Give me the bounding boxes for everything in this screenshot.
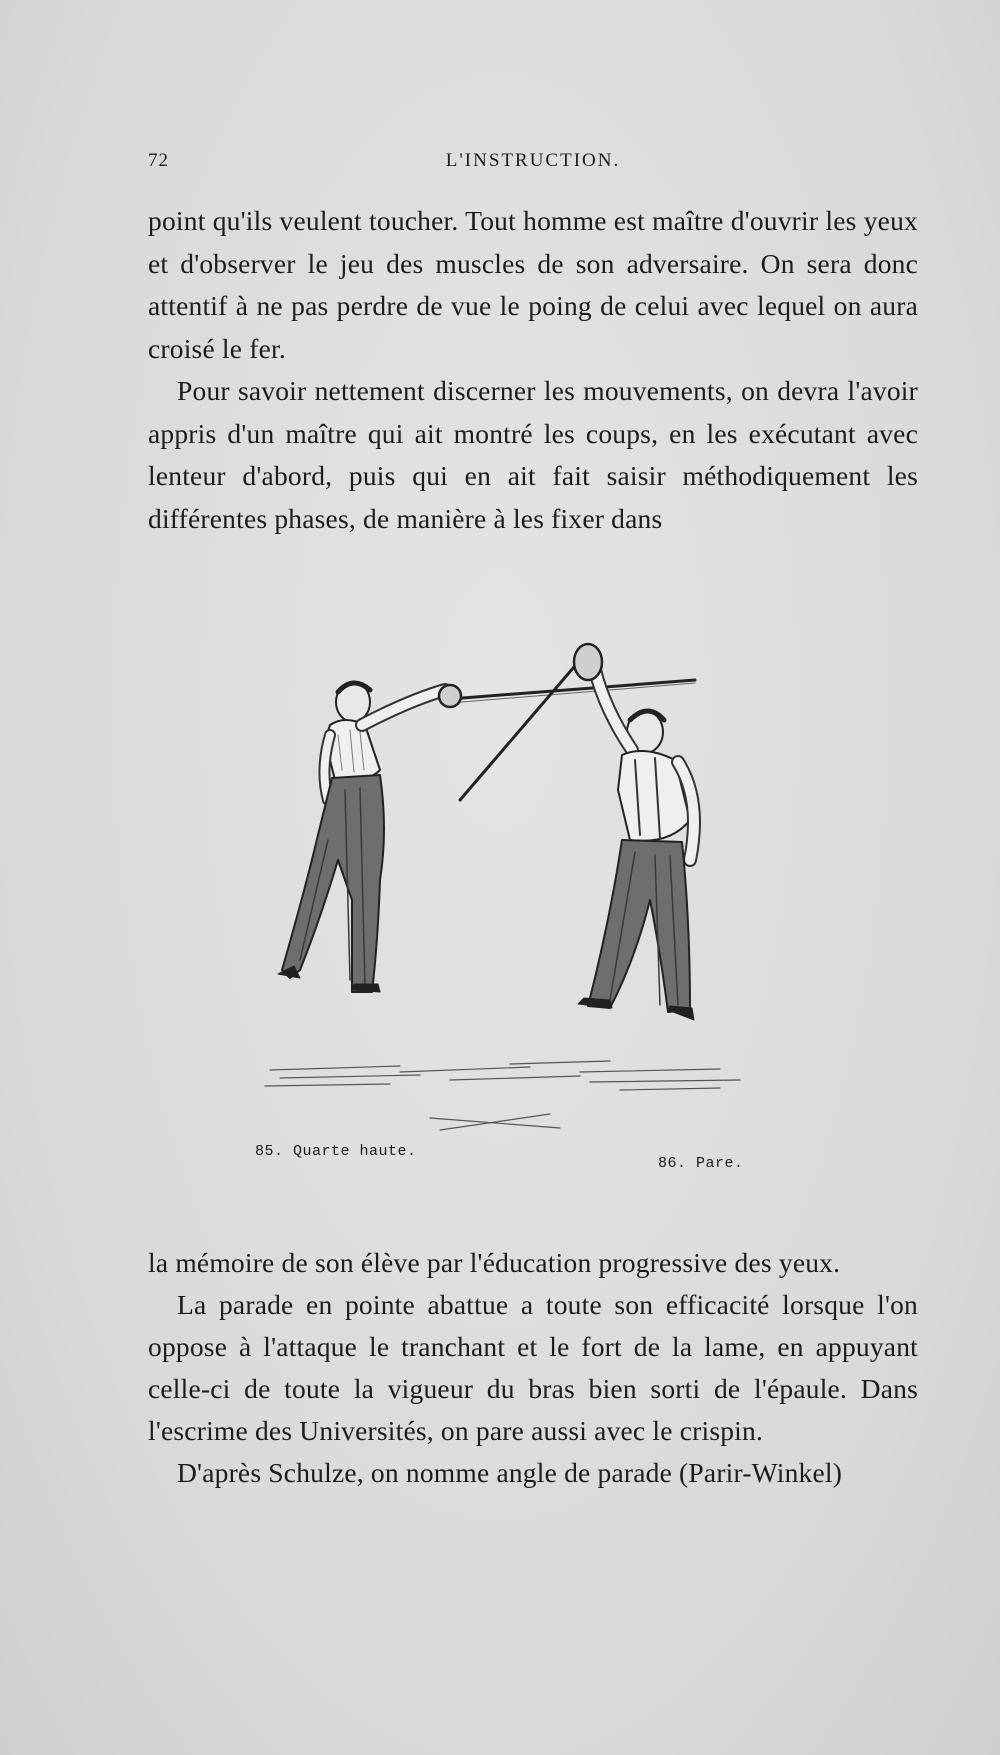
ground-shading	[265, 1061, 740, 1130]
running-title: L'INSTRUCTION.	[445, 150, 621, 171]
page-header	[148, 150, 918, 180]
text-block-bottom	[148, 1242, 918, 1494]
paragraph: Pour savoir nettement discerner les mouvements, on devra l'avoir appris d'un maître qui ait montré les coups, en les exécutant avec lenteur d'abord, puis qui en ait fait saisir méthodiquement les différentes phases, de manière à les fixer dans	[148, 375, 918, 534]
left-fencer	[278, 682, 461, 992]
text-block-top	[148, 200, 918, 540]
figure-caption-right: 86. Pare.	[658, 1155, 744, 1172]
figure-caption-left: 85. Quarte haute.	[255, 1143, 417, 1160]
sword-defender	[460, 660, 580, 800]
sword-attacker	[450, 680, 695, 699]
paragraph: point qu'ils veulent toucher. Tout homme est maître d'ouvrir les yeux et d'observer le jeu des muscles de son adversaire. On sera donc attentif à ne pas perdre de vue le poing de celui avec lequel on aura croisé le fer.	[148, 205, 918, 364]
page-number: 72	[148, 150, 169, 171]
paragraph: D'après Schulze, on nomme angle de parade (Parir-Winkel)	[177, 1457, 843, 1488]
fencers-engraving	[250, 620, 810, 1140]
paragraph: La parade en pointe abattue a toute son efficacité lorsque l'on oppose à l'attaque le tranchant et le fort de la lame, en appuyant celle-ci de toute la vigueur du bras bien sorti de l'épaule. Dans l'escrime des Universités, on pare aussi avec le crispin.	[148, 1289, 918, 1446]
paragraph: la mémoire de son élève par l'éducation progressive des yeux.	[148, 1247, 841, 1278]
right-fencer	[574, 644, 694, 1020]
fencing-illustration	[250, 620, 810, 1140]
